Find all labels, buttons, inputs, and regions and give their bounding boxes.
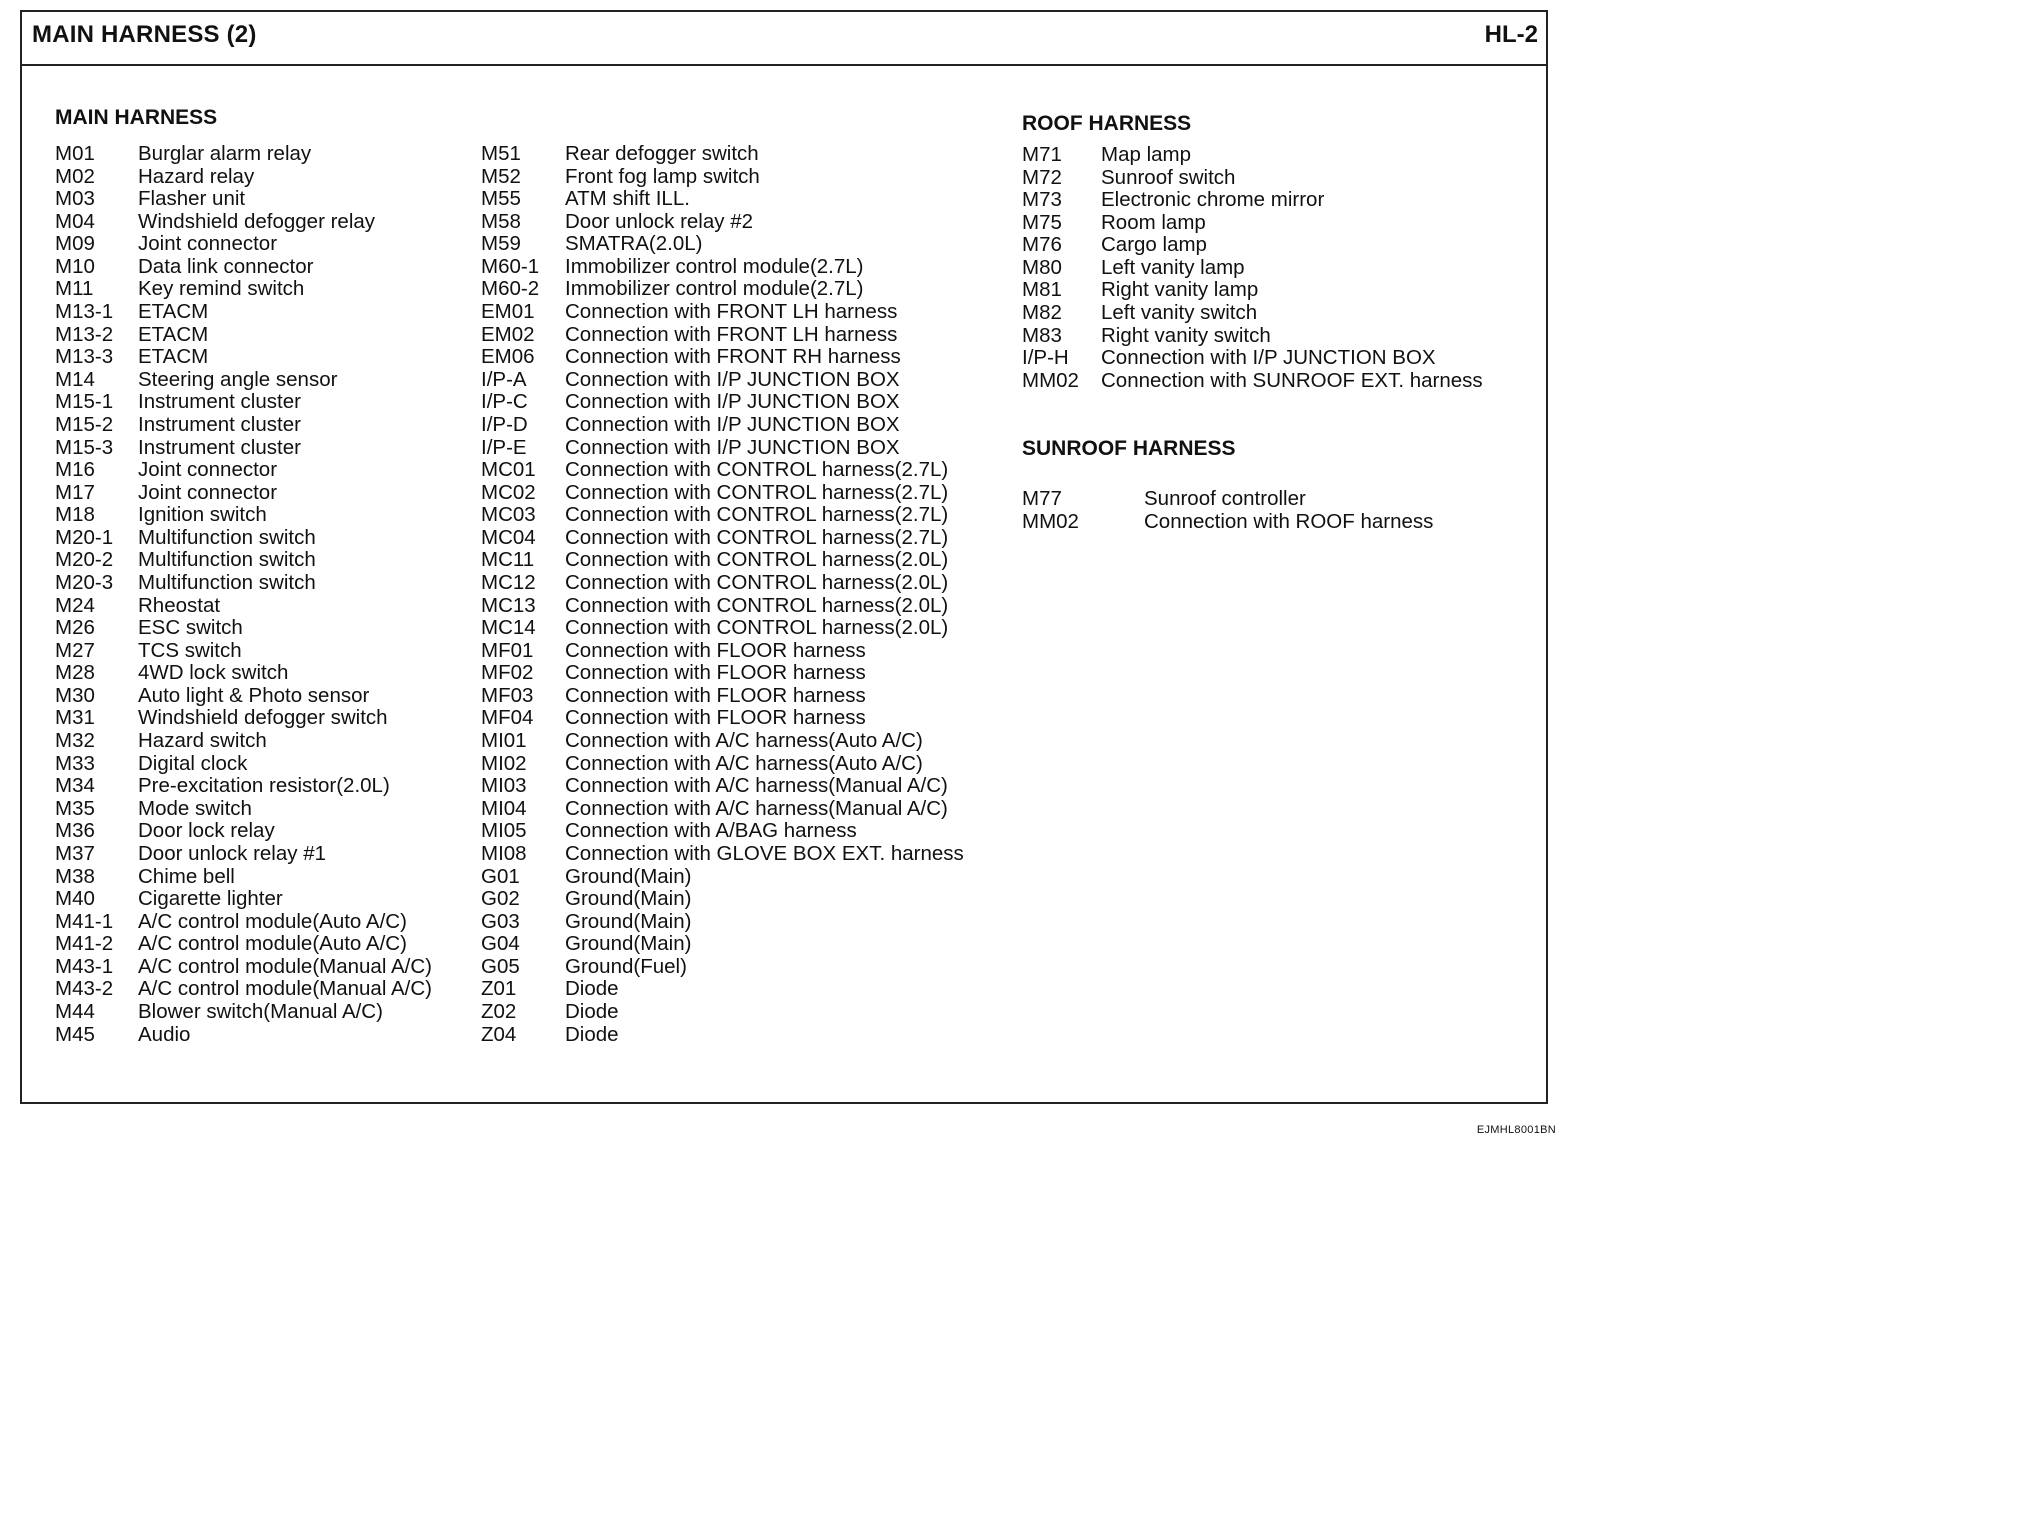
connector-row: [1022, 212, 1483, 235]
connector-row: [1022, 488, 1433, 511]
connector-description: Ground(Main): [565, 909, 692, 933]
connector-description: Immobilizer control module(2.7L): [565, 277, 864, 301]
connector-code: M15-3: [55, 435, 114, 459]
connector-code: M41-2: [55, 932, 114, 956]
connector-code: I/P-H: [1022, 346, 1069, 370]
connector-description: Connection with I/P JUNCTION BOX: [565, 390, 900, 414]
connector-row: [481, 391, 964, 414]
connector-description: Left vanity lamp: [1101, 255, 1245, 279]
connector-row: [481, 730, 964, 753]
connector-row: [55, 1001, 432, 1024]
connector-description: Steering angle sensor: [138, 367, 338, 391]
connector-description: Ground(Main): [565, 932, 692, 956]
connector-code: M30: [55, 683, 95, 707]
connector-row: [1022, 370, 1483, 393]
connector-code: M80: [1022, 255, 1062, 279]
connector-description: Map lamp: [1101, 143, 1192, 166]
connector-row: [55, 662, 432, 685]
connector-code: M27: [55, 638, 95, 662]
connector-description: Ground(Main): [565, 864, 692, 888]
connector-code: M20-2: [55, 548, 114, 572]
connector-row: [1022, 189, 1483, 212]
connector-code: G04: [481, 932, 520, 956]
connector-row: [481, 888, 964, 911]
connector-row: [55, 346, 432, 369]
connector-row: [481, 820, 964, 843]
connector-code: M41-1: [55, 909, 114, 933]
connector-row: [481, 572, 964, 595]
connector-code: M15-2: [55, 412, 114, 436]
connector-code: MF04: [481, 706, 534, 730]
connector-code: M14: [55, 367, 95, 391]
connector-description: Connection with A/BAG harness: [565, 819, 857, 843]
connector-code: M59: [481, 232, 521, 256]
connector-row: [481, 595, 964, 618]
connector-row: [55, 233, 432, 256]
connector-description: Flasher unit: [138, 187, 246, 211]
connector-description: Sunroof controller: [1144, 487, 1306, 510]
sunroof-harness-section: [1022, 434, 1433, 533]
connector-row: [481, 640, 964, 663]
connector-code: G01: [481, 864, 520, 888]
connector-row: [55, 504, 432, 527]
connector-code: G03: [481, 909, 520, 933]
connector-description: Connection with CONTROL harness(2.7L): [565, 480, 949, 504]
connector-list: [55, 143, 432, 1046]
connector-row: [481, 414, 964, 437]
connector-row: [1022, 347, 1483, 370]
connector-code: G05: [481, 954, 520, 978]
connector-code: M37: [55, 841, 95, 865]
connector-row: [55, 595, 432, 618]
connector-row: [55, 956, 432, 979]
connector-description: Connection with I/P JUNCTION BOX: [565, 367, 900, 391]
connector-row: [55, 617, 432, 640]
connector-code: MI02: [481, 751, 527, 775]
connector-row: [481, 437, 964, 460]
connector-description: Pre-excitation resistor(2.0L): [138, 774, 390, 798]
connector-code: M13-2: [55, 322, 114, 346]
connector-description: Multifunction switch: [138, 548, 316, 572]
connector-list: [481, 143, 964, 1046]
connector-row: [481, 278, 964, 301]
connector-code: MI04: [481, 796, 527, 820]
connector-description: Ignition switch: [138, 503, 267, 527]
connector-description: Joint connector: [138, 480, 278, 504]
connector-code: M73: [1022, 188, 1062, 212]
connector-code: MI05: [481, 819, 527, 843]
connector-description: Mode switch: [138, 796, 252, 820]
connector-row: [55, 911, 432, 934]
connector-description: Connection with I/P JUNCTION BOX: [1101, 346, 1436, 370]
connector-row: [481, 685, 964, 708]
connector-code: EM02: [481, 322, 535, 346]
connector-row: [481, 843, 964, 866]
connector-row: [481, 933, 964, 956]
connector-row: [481, 753, 964, 776]
connector-row: [55, 324, 432, 347]
connector-row: [481, 346, 964, 369]
connector-row: [55, 166, 432, 189]
connector-row: [481, 482, 964, 505]
figure-code: EJMHL8001BN: [1476, 1124, 1556, 1136]
connector-code: M55: [481, 187, 521, 211]
connector-row: [55, 188, 432, 211]
connector-code: MC04: [481, 525, 536, 549]
connector-description: Immobilizer control module(2.7L): [565, 254, 864, 278]
connector-code: M02: [55, 164, 95, 188]
sunroof-harness-heading: SUNROOF HARNESS: [1022, 437, 1236, 460]
connector-description: Connection with CONTROL harness(2.7L): [565, 458, 949, 482]
connector-code: Z01: [481, 977, 517, 1001]
connector-code: MM02: [1022, 368, 1079, 392]
connector-code: M75: [1022, 210, 1062, 234]
connector-description: Multifunction switch: [138, 570, 316, 594]
connector-code: M51: [481, 142, 521, 165]
connector-description: Connection with FLOOR harness: [565, 683, 866, 707]
connector-row: [55, 730, 432, 753]
connector-description: ESC switch: [138, 616, 243, 640]
connector-row: [481, 166, 964, 189]
connector-description: Instrument cluster: [138, 435, 301, 459]
connector-row: [55, 685, 432, 708]
connector-row: [55, 866, 432, 889]
connector-code: MI08: [481, 841, 527, 865]
connector-row: [481, 549, 964, 572]
connector-code: M13-1: [55, 300, 114, 324]
connector-code: M81: [1022, 278, 1062, 302]
connector-row: [55, 482, 432, 505]
connector-description: Connection with FRONT LH harness: [565, 322, 898, 346]
connector-description: Right vanity switch: [1101, 323, 1271, 347]
connector-code: M36: [55, 819, 95, 843]
connector-description: Connection with I/P JUNCTION BOX: [565, 435, 900, 459]
connector-code: M01: [55, 142, 95, 165]
connector-row: [481, 233, 964, 256]
connector-row: [1022, 234, 1483, 257]
connector-row: [55, 369, 432, 392]
connector-description: ETACM: [138, 345, 209, 369]
connector-description: Auto light & Photo sensor: [138, 683, 370, 707]
connector-row: [481, 866, 964, 889]
connector-row: [481, 798, 964, 821]
connector-description: Door lock relay: [138, 819, 275, 843]
connector-description: Joint connector: [138, 458, 278, 482]
connector-row: [55, 640, 432, 663]
connector-row: [481, 617, 964, 640]
connector-description: ETACM: [138, 300, 209, 324]
connector-description: Front fog lamp switch: [565, 164, 760, 188]
connector-row: [1022, 257, 1483, 280]
page-header: [22, 12, 1546, 66]
connector-code: M33: [55, 751, 95, 775]
connector-description: Room lamp: [1101, 210, 1206, 234]
connector-code: M15-1: [55, 390, 114, 414]
connector-row: [55, 278, 432, 301]
connector-description: Rear defogger switch: [565, 142, 759, 165]
connector-row: [481, 301, 964, 324]
connector-code: M28: [55, 661, 95, 685]
connector-description: Connection with CONTROL harness(2.0L): [565, 616, 949, 640]
connector-code: M38: [55, 864, 95, 888]
connector-row: [55, 978, 432, 1001]
connector-row: [481, 775, 964, 798]
connector-row: [481, 956, 964, 979]
connector-description: Windshield defogger switch: [138, 706, 388, 730]
connector-code: MC11: [481, 548, 535, 572]
connector-row: [55, 1024, 432, 1047]
connector-description: Connection with A/C harness(Auto A/C): [565, 751, 923, 775]
connector-row: [55, 143, 432, 166]
connector-description: Connection with FLOOR harness: [565, 638, 866, 662]
connector-description: Burglar alarm relay: [138, 142, 312, 165]
connector-code: M52: [481, 164, 521, 188]
connector-description: Connection with FRONT RH harness: [565, 345, 901, 369]
connector-row: [1022, 302, 1483, 325]
connector-row: [55, 775, 432, 798]
connector-description: Instrument cluster: [138, 390, 301, 414]
connector-description: Ground(Fuel): [565, 954, 687, 978]
connector-description: Hazard relay: [138, 164, 255, 188]
connector-row: [55, 888, 432, 911]
connector-row: [1022, 144, 1483, 167]
connector-code: M11: [55, 277, 94, 301]
connector-description: Windshield defogger relay: [138, 209, 376, 233]
connector-description: Diode: [565, 999, 619, 1023]
main-harness-heading: MAIN HARNESS: [55, 106, 218, 129]
connector-description: Connection with A/C harness(Manual A/C): [565, 796, 948, 820]
connector-code: M04: [55, 209, 95, 233]
connector-description: Cargo lamp: [1101, 233, 1207, 257]
connector-row: [481, 188, 964, 211]
connector-code: I/P-C: [481, 390, 528, 414]
connector-description: Connection with A/C harness(Manual A/C): [565, 774, 948, 798]
connector-description: Left vanity switch: [1101, 301, 1258, 325]
connector-code: MC01: [481, 458, 536, 482]
connector-code: MC03: [481, 503, 536, 527]
connector-row: [481, 256, 964, 279]
connector-code: M43-1: [55, 954, 114, 978]
connector-description: Connection with SUNROOF EXT. harness: [1101, 368, 1483, 392]
connector-description: Blower switch(Manual A/C): [138, 999, 383, 1023]
connector-code: M18: [55, 503, 95, 527]
connector-code: MC13: [481, 593, 536, 617]
connector-description: Connection with A/C harness(Auto A/C): [565, 729, 923, 753]
connector-description: Cigarette lighter: [138, 887, 283, 911]
connector-code: M13-3: [55, 345, 114, 369]
connector-code: G02: [481, 887, 520, 911]
connector-code: M72: [1022, 165, 1062, 189]
connector-row: [481, 1001, 964, 1024]
connector-code: M32: [55, 729, 95, 753]
connector-code: M34: [55, 774, 95, 798]
connector-description: Connection with ROOF harness: [1144, 509, 1434, 533]
connector-description: Electronic chrome mirror: [1101, 188, 1325, 212]
connector-description: Door unlock relay #2: [565, 209, 754, 233]
connector-description: Ground(Main): [565, 887, 692, 911]
connector-row: [481, 324, 964, 347]
connector-code: M82: [1022, 301, 1062, 325]
connector-description: SMATRA(2.0L): [565, 232, 703, 256]
connector-code: M58: [481, 209, 521, 233]
connector-code: M16: [55, 458, 95, 482]
connector-description: Diode: [565, 1022, 619, 1046]
roof-harness-section: [1022, 109, 1483, 392]
connector-code: Z04: [481, 1022, 517, 1046]
connector-row: [55, 707, 432, 730]
connector-row: [55, 437, 432, 460]
connector-code: M03: [55, 187, 95, 211]
connector-row: [55, 549, 432, 572]
connector-row: [481, 211, 964, 234]
connector-row: [55, 933, 432, 956]
connector-code: MF02: [481, 661, 534, 685]
connector-description: 4WD lock switch: [138, 661, 289, 685]
connector-list: [1022, 144, 1483, 392]
connector-code: MI03: [481, 774, 527, 798]
connector-description: Connection with GLOVE BOX EXT. harness: [565, 841, 964, 865]
connector-row: [481, 369, 964, 392]
connector-code: M60-1: [481, 254, 540, 278]
main-harness-column-1: [55, 103, 432, 1046]
connector-description: Right vanity lamp: [1101, 278, 1259, 302]
connector-row: [55, 527, 432, 550]
connector-row: [55, 572, 432, 595]
connector-code: M26: [55, 616, 95, 640]
main-harness-column-2: [481, 143, 964, 1046]
connector-code: M83: [1022, 323, 1062, 347]
connector-code: I/P-A: [481, 367, 527, 391]
connector-description: Diode: [565, 977, 619, 1001]
connector-code: MC14: [481, 616, 536, 640]
connector-description: Connection with CONTROL harness(2.0L): [565, 548, 949, 572]
connector-description: Connection with CONTROL harness(2.7L): [565, 503, 949, 527]
connector-row: [55, 301, 432, 324]
connector-code: M24: [55, 593, 95, 617]
connector-code: MC02: [481, 480, 536, 504]
connector-row: [55, 843, 432, 866]
connector-row: [55, 459, 432, 482]
connector-row: [481, 662, 964, 685]
connector-description: Connection with FLOOR harness: [565, 706, 866, 730]
connector-row: [55, 798, 432, 821]
connector-description: TCS switch: [138, 638, 242, 662]
connector-code: M71: [1022, 143, 1062, 166]
connector-description: Connection with CONTROL harness(2.7L): [565, 525, 949, 549]
connector-code: M45: [55, 1022, 95, 1046]
connector-row: [1022, 167, 1483, 190]
connector-description: ETACM: [138, 322, 209, 346]
connector-description: A/C control module(Auto A/C): [138, 932, 407, 956]
connector-row: [481, 1024, 964, 1047]
connector-code: MF03: [481, 683, 534, 707]
connector-code: M31: [55, 706, 95, 730]
connector-description: Door unlock relay #1: [138, 841, 327, 865]
connector-row: [55, 256, 432, 279]
connector-code: M44: [55, 999, 95, 1023]
connector-row: [481, 978, 964, 1001]
connector-code: M60-2: [481, 277, 540, 301]
connector-code: M40: [55, 887, 95, 911]
connector-row: [1022, 325, 1483, 348]
connector-description: Key remind switch: [138, 277, 305, 301]
connector-description: Hazard switch: [138, 729, 267, 753]
connector-row: [55, 414, 432, 437]
connector-row: [481, 527, 964, 550]
connector-description: Instrument cluster: [138, 412, 301, 436]
connector-row: [1022, 279, 1483, 302]
roof-harness-heading: ROOF HARNESS: [1022, 112, 1192, 135]
connector-code: M20-1: [55, 525, 114, 549]
connector-code: I/P-E: [481, 435, 527, 459]
connector-code: M76: [1022, 233, 1062, 257]
connector-row: [481, 911, 964, 934]
connector-code: M77: [1022, 487, 1062, 510]
connector-code: MC12: [481, 570, 536, 594]
connector-code: EM06: [481, 345, 535, 369]
connector-description: Connection with I/P JUNCTION BOX: [565, 412, 900, 436]
connector-description: Connection with FRONT LH harness: [565, 300, 898, 324]
connector-description: A/C control module(Manual A/C): [138, 977, 432, 1001]
connector-description: Audio: [138, 1022, 191, 1046]
page-code: HL-2: [1484, 21, 1538, 48]
connector-code: M10: [55, 254, 95, 278]
connector-list: [1022, 488, 1433, 533]
connector-code: EM01: [481, 300, 535, 324]
connector-description: Chime bell: [138, 864, 235, 888]
connector-code: I/P-D: [481, 412, 528, 436]
connector-code: MI01: [481, 729, 527, 753]
connector-code: M17: [55, 480, 95, 504]
connector-row: [55, 391, 432, 414]
connector-description: Connection with CONTROL harness(2.0L): [565, 593, 949, 617]
connector-row: [1022, 511, 1433, 534]
page-title: MAIN HARNESS (2): [32, 21, 257, 48]
connector-code: M09: [55, 232, 95, 256]
connector-description: Rheostat: [138, 593, 221, 617]
connector-description: ATM shift ILL.: [565, 187, 690, 211]
connector-description: Digital clock: [138, 751, 248, 775]
connector-description: Sunroof switch: [1101, 165, 1236, 189]
connector-row: [55, 820, 432, 843]
connector-code: MF01: [481, 638, 534, 662]
connector-code: M43-2: [55, 977, 114, 1001]
connector-description: A/C control module(Manual A/C): [138, 954, 432, 978]
connector-row: [481, 143, 964, 166]
connector-description: Connection with CONTROL harness(2.0L): [565, 570, 949, 594]
connector-code: MM02: [1022, 509, 1079, 533]
connector-row: [55, 753, 432, 776]
connector-description: Data link connector: [138, 254, 314, 278]
connector-description: A/C control module(Auto A/C): [138, 909, 407, 933]
connector-row: [55, 211, 432, 234]
connector-description: Joint connector: [138, 232, 278, 256]
connector-row: [481, 707, 964, 730]
connector-description: Multifunction switch: [138, 525, 316, 549]
connector-row: [481, 504, 964, 527]
connector-description: Connection with FLOOR harness: [565, 661, 866, 685]
connector-row: [481, 459, 964, 482]
connector-code: M20-3: [55, 570, 114, 594]
connector-code: M35: [55, 796, 95, 820]
connector-code: Z02: [481, 999, 517, 1023]
